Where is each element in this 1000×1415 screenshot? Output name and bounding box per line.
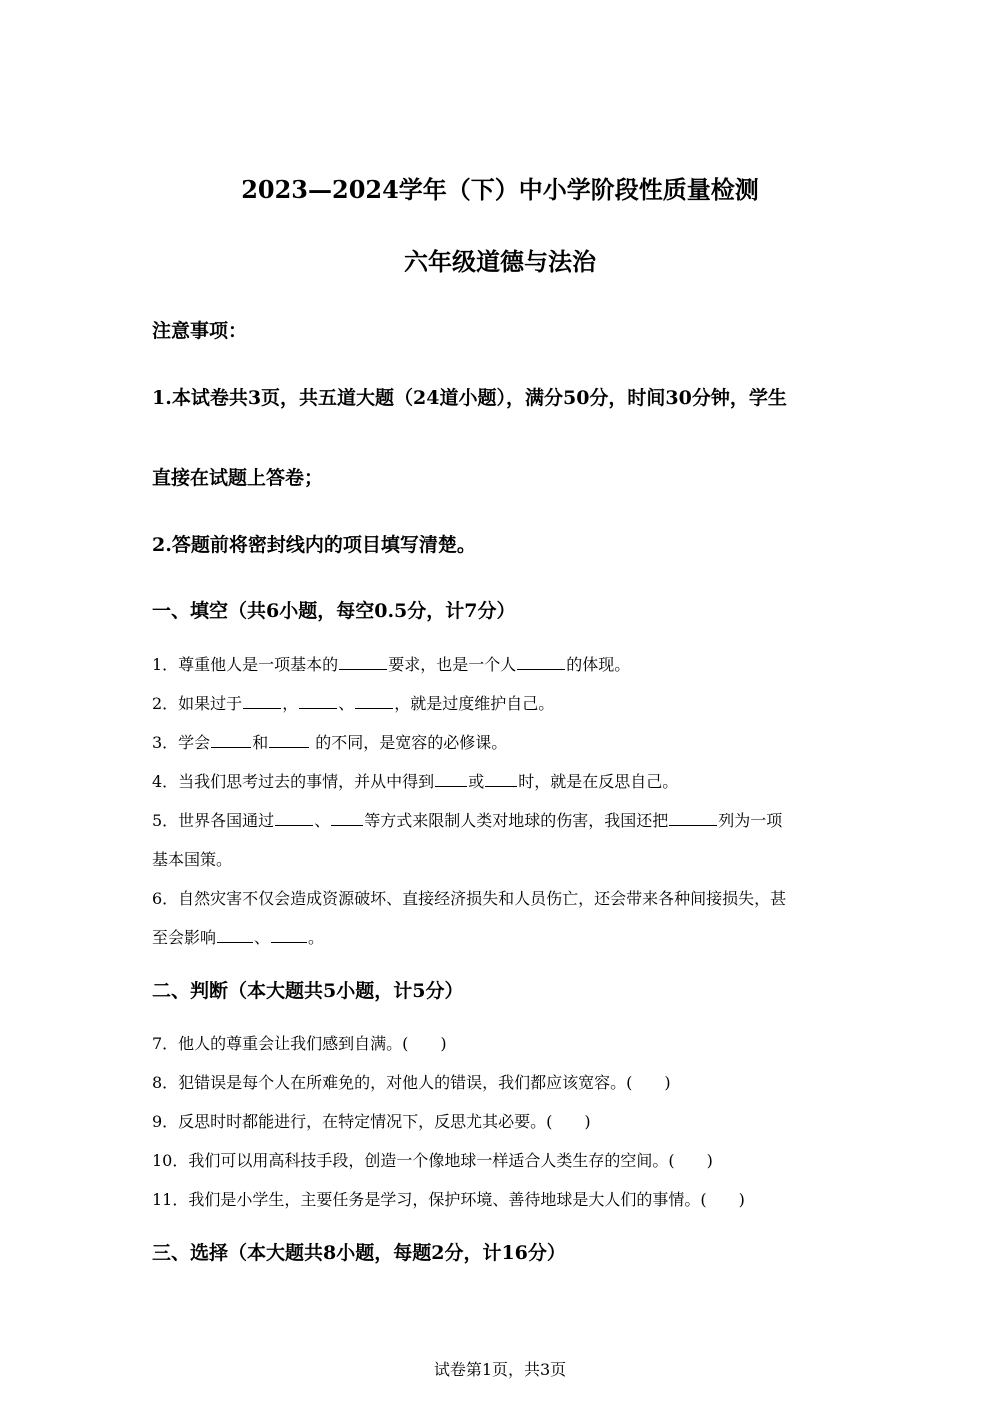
question-3 — [152, 730, 507, 753]
question-1-text-c: 的体现。 — [566, 655, 631, 674]
question-5 — [152, 808, 782, 831]
question-2-text-d: ，就是过度维护自己。 — [394, 694, 555, 713]
notice-item-1-cont: 直接在试题上答卷； — [152, 467, 324, 489]
question-3-text-a: 3．学会 — [152, 733, 211, 752]
answer-blank[interactable] — [517, 668, 565, 670]
question-8: 8．犯错误是每个人在所难免的，对他人的错误，我们都应该宽容。( ) — [152, 1073, 671, 1092]
question-4-text-c: 时，就是在反思自己。 — [518, 772, 679, 791]
question-2-text-a: 2．如果过于 — [152, 694, 243, 713]
answer-blank[interactable] — [243, 707, 281, 709]
question-7: 7．他人的尊重会让我们感到自满。( ) — [152, 1034, 447, 1053]
question-3-text-b: 和 — [252, 733, 269, 752]
section-2-heading: 二、判断（本大题共5小题，计5分） — [152, 980, 464, 1002]
question-4-text-b: 或 — [468, 772, 485, 791]
answer-blank[interactable] — [485, 785, 517, 787]
answer-blank[interactable] — [299, 707, 337, 709]
notice-item-2: 2.答题前将密封线内的项目填写清楚。 — [152, 534, 476, 556]
page-footer: 试卷第1页，共3页 — [433, 1360, 567, 1379]
question-6-text-b: 至会影响 — [152, 928, 217, 947]
question-4-text-a: 4．当我们思考过去的事情，并从中得到 — [152, 772, 435, 791]
exam-title: 2023—2024学年（下）中小学阶段性质量检测 — [241, 175, 759, 204]
answer-blank[interactable] — [269, 746, 309, 748]
question-5-cont: 基本国策。 — [152, 850, 233, 869]
question-5-text-b: 、 — [314, 811, 331, 830]
question-2-text-b: ， — [282, 694, 299, 713]
answer-blank[interactable] — [331, 824, 363, 826]
section-1-heading: 一、填空（共6小题，每空0.5分，计7分） — [152, 600, 516, 622]
question-11: 11．我们是小学生，主要任务是学习，保护环境、善待地球是大人们的事情。( ) — [152, 1190, 745, 1209]
question-6-text-d: 。 — [308, 928, 325, 947]
answer-blank[interactable] — [355, 707, 393, 709]
answer-blank[interactable] — [271, 941, 307, 943]
question-9: 9．反思时时都能进行，在特定情况下，反思尤其必要。( ) — [152, 1112, 591, 1131]
question-2-text-c: 、 — [338, 694, 355, 713]
answer-blank[interactable] — [339, 668, 387, 670]
question-2 — [152, 691, 554, 714]
question-6-text-c: 、 — [254, 928, 271, 947]
question-5-text-c: 等方式来限制人类对地球的伤害，我国还把 — [364, 811, 669, 830]
question-3-text-c: 的不同，是宽容的必修课。 — [310, 733, 508, 752]
question-5-text-d: 列为一项 — [718, 811, 783, 830]
question-5-text-a: 5．世界各国通过 — [152, 811, 275, 830]
question-6: 6．自然灾害不仅会造成资源破坏、直接经济损失和人员伤亡，还会带来各种间接损失，甚 — [152, 889, 787, 908]
question-1 — [152, 652, 630, 675]
exam-subject: 六年级道德与法治 — [404, 247, 596, 276]
answer-blank[interactable] — [435, 785, 467, 787]
question-6-cont — [152, 925, 324, 948]
question-4 — [152, 769, 678, 792]
answer-blank[interactable] — [275, 824, 313, 826]
question-10: 10．我们可以用高科技手段，创造一个像地球一样适合人类生存的空间。( ) — [152, 1151, 713, 1170]
section-3-heading: 三、选择（本大题共8小题，每题2分，计16分） — [152, 1242, 566, 1264]
notice-item-1: 1.本试卷共3页，共五道大题（24道小题），满分50分，时间30分钟，学生 — [152, 387, 787, 409]
notice-heading: 注意事项： — [152, 320, 248, 342]
answer-blank[interactable] — [669, 824, 717, 826]
answer-blank[interactable] — [217, 941, 253, 943]
question-1-text-a: 1．尊重他人是一项基本的 — [152, 655, 339, 674]
question-1-text-b: 要求，也是一个人 — [388, 655, 517, 674]
answer-blank[interactable] — [211, 746, 251, 748]
